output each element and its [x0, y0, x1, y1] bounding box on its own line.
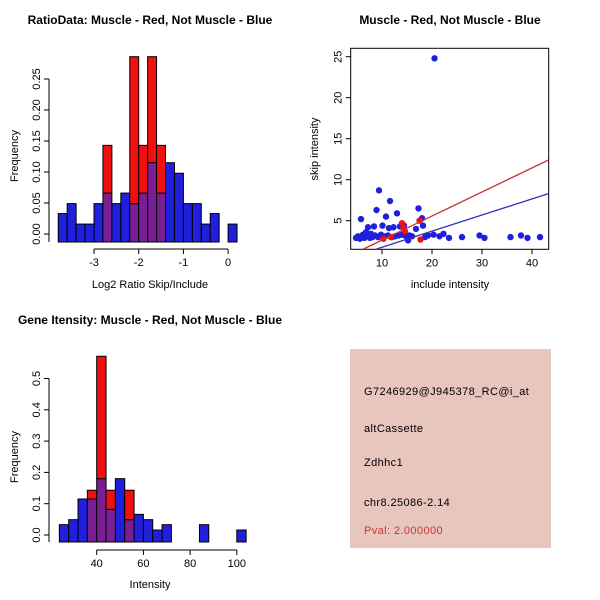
hist-bar-blue: [228, 224, 237, 242]
hist-bar-overlap: [87, 499, 96, 542]
hist-bar-blue: [199, 525, 208, 542]
hist-bar-overlap: [106, 509, 115, 542]
x-tick-label: 40: [525, 257, 539, 270]
scatter-point-blue: [481, 235, 487, 241]
hist-bar-overlap: [125, 520, 134, 542]
ratio-histogram-panel: [0, 0, 300, 300]
y-tick-label: 0.10: [31, 161, 43, 183]
event-type: altCassette: [364, 423, 424, 435]
hist-bar-overlap: [148, 163, 157, 242]
y-tick-label: 0.0: [31, 527, 43, 543]
hist-bar-blue: [237, 530, 246, 542]
scatter-point-blue: [430, 231, 436, 237]
scatter-point-blue: [390, 224, 396, 230]
ratio-histogram-x-axis-label: Log2 Ratio Skip/Include: [91, 279, 209, 291]
gene-intensity-histogram-title: Gene Itensity: Muscle - Red, Not Muscle - Blue: [17, 313, 283, 327]
y-tick-label: 0.4: [31, 402, 43, 418]
hist-bar-blue: [78, 499, 87, 542]
hist-bar-blue: [143, 520, 152, 542]
ratio-histogram-title: RatioData: Muscle - Red, Not Muscle - Blue: [27, 13, 273, 27]
hist-bar-blue: [174, 173, 183, 242]
scatter-point-blue: [383, 213, 389, 219]
gene-intensity-histogram-x-axis-label: Intensity: [129, 579, 171, 591]
gene-intensity-histogram-plot: [0, 300, 300, 600]
hist-bar-blue: [115, 479, 124, 542]
scatter-point-blue: [446, 235, 452, 241]
hist-bar-overlap: [139, 193, 148, 242]
y-tick-label: 0.2: [31, 464, 43, 481]
x-tick-label: 10: [375, 257, 389, 270]
scatter-point-blue: [365, 224, 371, 230]
intensity-scatter-x-axis-label: include intensity: [410, 279, 490, 291]
scatter-point-blue: [387, 198, 393, 204]
y-tick-label: 0.15: [31, 130, 43, 152]
plot-border: [351, 48, 549, 249]
x-tick-label: 80: [183, 558, 197, 570]
hist-bar-red: [139, 145, 148, 193]
hist-bar-overlap: [130, 204, 139, 242]
ratio-histogram-plot: [0, 0, 300, 300]
hist-bar-blue: [76, 224, 85, 242]
y-tick-label: 0.1: [31, 496, 43, 512]
scatter-point-blue: [379, 222, 385, 228]
x-tick-label: -2: [133, 257, 144, 269]
hist-bar-blue: [134, 514, 143, 542]
y-tick-label: 5: [332, 217, 345, 224]
hist-bar-red: [106, 490, 115, 509]
probe-id: G7246929@J945378_RC@i_at: [364, 386, 530, 398]
scatter-point-red: [417, 236, 423, 242]
x-tick-label: -3: [89, 257, 99, 269]
scatter-point-blue: [440, 231, 446, 237]
intensity-scatter-title: Muscle - Red, Not Muscle - Blue: [359, 13, 541, 27]
y-tick-label: 0.25: [31, 68, 43, 90]
info-box: [350, 349, 551, 548]
event-info-panel: [300, 300, 600, 600]
hist-bar-blue: [210, 214, 219, 242]
hist-bar-red: [87, 490, 96, 499]
scatter-point-blue: [431, 55, 437, 61]
hist-bar-blue: [85, 224, 94, 242]
gene-name: Zdhhc1: [364, 457, 404, 469]
x-tick-label: 100: [227, 558, 246, 570]
intensity-scatter-panel: [300, 0, 600, 300]
scatter-point-blue: [518, 232, 524, 238]
hist-bar-overlap: [157, 193, 166, 242]
scatter-point-blue: [371, 223, 377, 229]
hist-bar-blue: [183, 204, 192, 242]
hist-bar-blue: [162, 525, 171, 542]
hist-bar-red: [157, 145, 166, 193]
hist-bar-blue: [153, 530, 162, 542]
x-tick-label: 40: [90, 558, 103, 570]
hist-bar-blue: [192, 204, 201, 242]
hist-bar-blue: [201, 224, 210, 242]
intensity-scatter-plot: [300, 0, 600, 300]
hist-bar-blue: [59, 525, 68, 542]
hist-bar-red: [148, 57, 157, 163]
hist-bar-blue: [121, 193, 130, 242]
y-tick-label: 0.05: [31, 192, 43, 214]
scatter-point-blue: [373, 207, 379, 213]
scatter-point-blue: [459, 234, 465, 240]
hist-bar-blue: [94, 204, 103, 242]
y-tick-label: 20: [332, 91, 345, 104]
y-tick-label: 0.00: [31, 223, 43, 245]
hist-bar-red: [103, 145, 112, 193]
hist-bar-overlap: [103, 193, 112, 242]
y-tick-label: 15: [332, 132, 345, 145]
hist-bar-red: [97, 356, 106, 478]
scatter-point-blue: [376, 187, 382, 193]
scatter-point-blue: [394, 210, 400, 216]
scatter-point-blue: [358, 216, 364, 222]
locus: chr8.25086-2.14: [364, 497, 451, 509]
ratio-histogram-y-axis-label: Frequency: [9, 130, 21, 182]
scatter-point-blue: [524, 235, 530, 241]
gene-intensity-histogram-panel: [0, 300, 300, 600]
hist-bar-blue: [166, 163, 175, 242]
x-tick-label: 30: [475, 257, 489, 270]
x-tick-label: 0: [225, 257, 232, 269]
hist-bar-overlap: [97, 479, 106, 542]
hist-bar-blue: [112, 204, 121, 242]
scatter-point-blue: [507, 234, 513, 240]
y-tick-label: 0.5: [31, 370, 43, 387]
y-tick-label: 0.3: [31, 433, 43, 449]
y-tick-label: 0.20: [31, 99, 43, 121]
y-tick-label: 10: [332, 173, 345, 186]
gene-intensity-histogram-y-axis-label: Frequency: [9, 431, 21, 483]
intensity-scatter-y-axis-label: skip intensity: [309, 117, 321, 181]
hist-bar-blue: [69, 520, 78, 542]
y-tick-label: 25: [332, 50, 345, 63]
hist-bar-red: [130, 57, 139, 204]
scatter-point-blue: [413, 226, 419, 232]
x-tick-label: 60: [137, 558, 150, 570]
hist-bar-blue: [67, 204, 76, 242]
x-tick-label: -1: [178, 257, 189, 269]
hist-bar-blue: [58, 214, 67, 242]
hist-bar-red: [125, 490, 134, 519]
scatter-point-blue: [537, 234, 543, 240]
x-tick-label: 20: [425, 257, 439, 270]
pval-text: Pval: 2.000000: [364, 525, 443, 537]
scatter-point-blue: [415, 205, 421, 211]
